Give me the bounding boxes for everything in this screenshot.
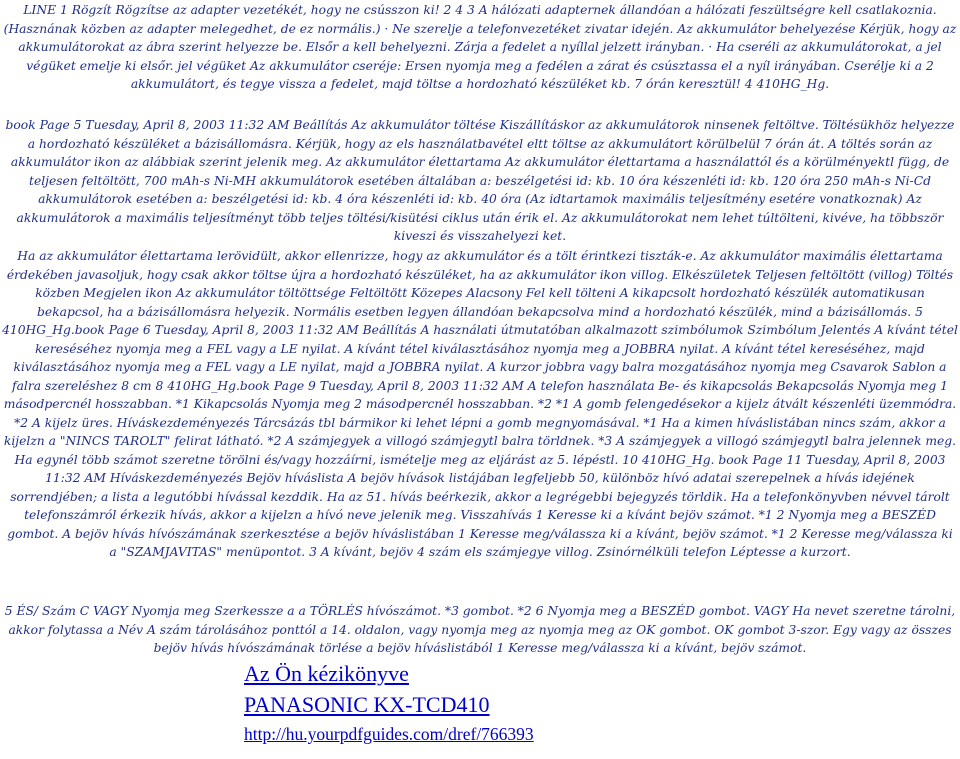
manual-links — [244, 660, 534, 746]
link-manual-url[interactable]: http://hu.yourpdfguides.com/dref/766393 — [244, 724, 534, 744]
paragraph-setup-battery: LINE 1 Rögzít Rögzítse az adapter vezetékét, hogy ne csússzon ki! 2 4 3 A hálózati adapternek állandóan a hálózati feszültségre kell csatlakoznia. (Hasznának közben az adapter melegedhet, de ez normális.) · Ne szerelje a telefonvezetéket zivatar idején. Az akkumulátor behelyezése Kérjük, hogy az akkumulátorokat az ábra szerint helyezze be. Elsőr a kell behelyezni. Zárja a fedelet a nyíllal jelzett irányban. · Ha cseréli az akkumulátorokat, a jel végüket emelje ki elsőr. jel végüket Az akkumulátor cseréje: Ersen nyomja meg a fedélen a zárat és csúsztassa el a nyíl irányában. Cserélje ki a 2 akkumulátort, és tegye vissza a fedelet, majd töltse a hordozható készüléket kb. 7 órán keresztül! 4 410HG_Hg. — [3, 3, 957, 91]
paragraph-battery-charging: book Page 5 Tuesday, April 8, 2003 11:32 AM Beállítás Az akkumulátor töltése Kiszállításkor az akkumulátorok ninsenek feltöltve. Töltésükhöz helyezze a hordozható készüléket a bázisállomásra. Kérjük, hogy az els használatbavétel eltt töltse az akkumulátort körülbelül 7 órán át. A töltés során az akkumulátor ikon az alábbiak szerint jelenik meg. Az akkumulátor élettartama Az akkumulátor élettartama a használattól és a körülményektl függ, de teljesen feltöltött, 700 mAh-s Ni-MH akkumulátorok esetében általában a: beszélgetési id: kb. 10 óra készenléti id: kb. 120 óra 250 mAh-s Ni-Cd akkumulátorok esetében a: beszélgetési id: kb. 4 óra készenléti id: kb. 40 óra (Az idtartamok maximális teljesítmény esetére vonatkoznak) Az akkumulátorok a maximális teljesítményt több teljes töltési/kisütési ciklus után érik el. Az akkumulátorokat nem lehet túltölteni, kivéve, ha többször kiveszi és visszahelyezi ket. — [5, 118, 955, 243]
link-product-name[interactable]: PANASONIC KX-TCD410 — [244, 692, 490, 717]
link-manual-title[interactable]: Az Ön kézikönyve — [244, 661, 409, 686]
paragraph-usage-calls: Ha az akkumulátor élettartama lerövidült, akkor ellenrizze, hogy az akkumulátor és a tölt érintkezi tiszták-e. Az akkumulátor maximális élettartama érdekében javasoljuk, hogy csak akkor töltse újra a hordozható készüléket, ha az akkumulátor ikon villog. Elkészületek Teljesen feltöltött (villog) Töltés közben Megjelen ikon Az akkumulátor töltöttsége Feltöltött Közepes Alacsony Fel kell tölteni A kikapcsolt hordozható készülék automatikusan bekapcsol, ha a bázisállomásra helyezik. Normális esetben legyen állandóan bekapcsolva mind a hordozható készülék, mind a bázisállomás. 5 410HG_Hg.book Page 6 Tuesday, April 8, 2003 11:32 AM Beállítás A használati útmutatóban alkalmazott szimbólumok Szimbólum Jelentés A kívánt tétel kereséséhez nyomja meg a FEL vagy a LE nyilat. A kívánt tétel kiválasztásához nyomja meg a JOBBRA nyilat. A kívánt tétel kereséséhez, majd kiválasztásához nyomja meg a FEL vagy a LE nyilat, majd a JOBBRA nyilat. A kurzor jobbra vagy balra mozgatásához nyomja meg Csavarok Sablon a falra szereléshez 8 cm 8 410HG_Hg.book Page 9 Tuesday, April 8, 2003 11:32 AM A telefon használata Be- és kikapcsolás Bekapcsolás Nyomja meg 1 másodpercnél hosszabban. *1 Kikapcsolás Nyomja meg 2 másodpercnél hosszabban. *2 *1 A gomb felengedésekor a kijelz átvált készenléti üzemmódra. *2 A kijelz üres. Híváskezdeményezés Tárcsázás tbl bármikor ki lehet lépni a gomb megnyomásával. *1 Ha a kimen híváslistában nincs szám, akkor a kijelzn a "NINCS TAROLT" felirat látható. *2 A számjegyek a villogó számjegytl balra törldnek. *3 A számjegyek a villogó számjegytl balra jelennek meg. Ha egynél több számot szeretne törölni és/vagy hozzáírni, ismételje meg az eljárást az 5. lépéstl. 10 410HG_Hg. book Page 11 Tuesday, April 8, 2003 11:32 AM Híváskezdeményezés Bejöv híváslista A bejöv hívások listájában legfeljebb 50, különböz hívó adatai szerepelnek a hívás idejének sorrendjében; a lista a legutóbbi hívással kezddik. Ha az 51. hívás beérkezik, akkor a legrégebbi bejegyzés törldik. Ha a telefonkönyvben névvel tárolt telefonszámról érkezik hívás, akkor a kijelzn a hívó neve jelenik meg. Visszahívás 1 Keresse ki a kívánt bejöv számot. *1 2 Nyomja meg a BESZÉD gombot. A bejöv hívás hívószámának szerkesztése a bejöv híváslistában 1 Keresse meg/válassza ki a kívánt, bejöv számot. *1 2 Keresse meg/válassza ki a "SZAMJAVITAS" menüpontot. 3 A kívánt, bejöv 4 szám els számjegye villog. Zsinórnélküli telefon Léptesse a kurzort. — [2, 249, 958, 559]
paragraph-edit-delete: 5 ÉS/ Szám C VAGY Nyomja meg Szerkessze a a TÖRLÉS hívószámot. *3 gombot. *2 6 Nyomja meg a BESZÉD gombot. VAGY Ha nevet szeretne tárolni, akkor folytassa a Név A szám tárolásához ponttól a 14. oldalon, vagy nyomja meg az nyomja meg az OK gombot. OK gombot 3-szor. Egy vagy az összes bejöv hívás hívószámának törlése a bejöv híváslistából 1 Keresse meg/válassza ki a kívánt, bejöv számot. — [4, 604, 956, 655]
